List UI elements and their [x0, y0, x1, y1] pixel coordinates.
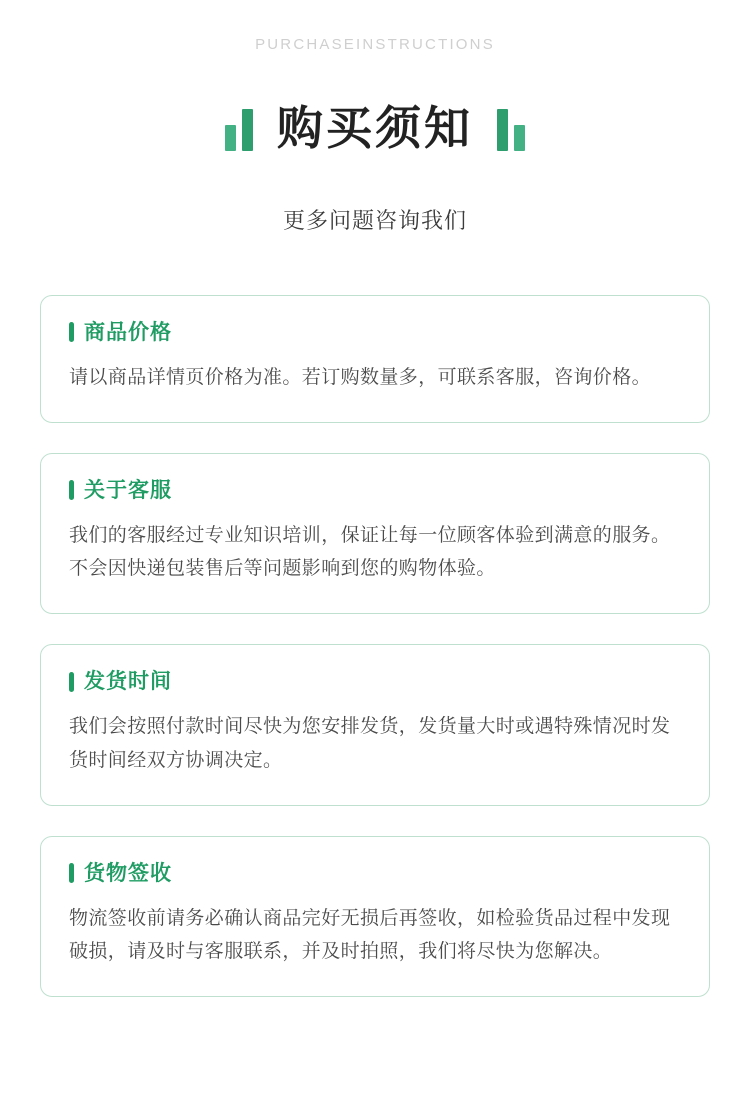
card-body: 物流签收前请务必确认商品完好无损后再签收，如检验货品过程中发现破损，请及时与客服联系，并及时拍照，我们将尽快为您解决。 [69, 907, 671, 963]
card-header [69, 671, 681, 692]
bullet-bar-icon [69, 863, 74, 883]
card-title: 货物签收 [84, 861, 172, 885]
decoration-bars-left-icon [225, 105, 253, 151]
instruction-card-price [40, 295, 710, 423]
header-eyebrow: PURCHASEINSTRUCTIONS [255, 36, 495, 53]
page-header [0, 0, 750, 235]
instruction-card-list [0, 295, 750, 998]
card-body: 我们的客服经过专业知识培训，保证让每一位顾客体验到满意的服务。不会因快递包装售后等问题影响到您的购物体验。 [69, 524, 671, 580]
card-header [69, 322, 681, 343]
instruction-card-customer-service [40, 453, 710, 615]
card-header [69, 480, 681, 501]
card-title: 商品价格 [84, 320, 172, 344]
bullet-bar-icon [69, 672, 74, 692]
bullet-bar-icon [69, 322, 74, 342]
title-row [0, 74, 750, 182]
card-body: 我们会按照付款时间尽快为您安排发货，发货量大时或遇特殊情况时发货时间经双方协调决定。 [69, 716, 671, 771]
card-title: 发货时间 [84, 670, 172, 694]
card-title: 关于客服 [84, 478, 172, 502]
card-body: 请以商品详情页价格为准。若订购数量多，可联系客服，咨询价格。 [69, 366, 652, 388]
instruction-card-goods-receipt [40, 836, 710, 998]
page-title: 购买须知 [277, 101, 473, 154]
card-header [69, 863, 681, 884]
decoration-bars-right-icon [497, 105, 525, 151]
bullet-bar-icon [69, 480, 74, 500]
page-subtitle: 更多问题咨询我们 [282, 207, 467, 233]
instruction-card-shipping-time [40, 644, 710, 806]
